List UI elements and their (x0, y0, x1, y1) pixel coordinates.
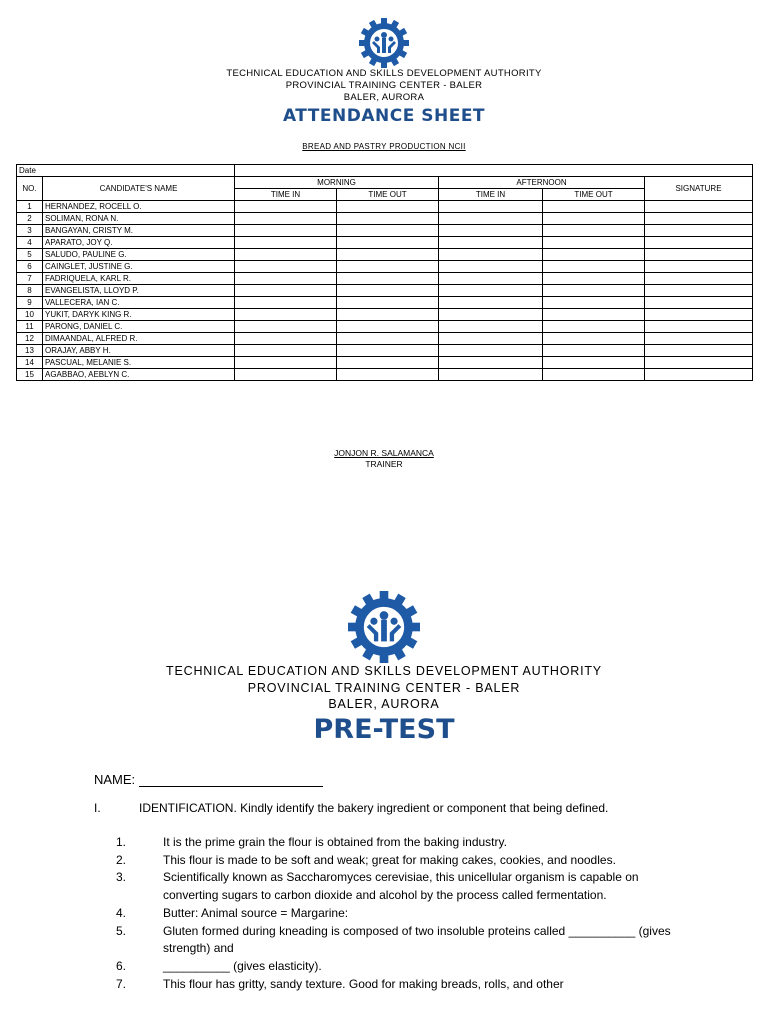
morning-time-out-cell[interactable] (337, 237, 439, 249)
candidate-name: CAINGLET, JUSTINE G. (43, 261, 235, 273)
question-item (116, 834, 676, 852)
name-label: NAME: (94, 772, 136, 787)
col-header-signature: SIGNATURE (645, 177, 753, 201)
agency-name: TECHNICAL EDUCATION AND SKILLS DEVELOPMENT AUTHORITY (226, 68, 542, 79)
morning-time-out-cell[interactable] (337, 357, 439, 369)
candidate-name: SALUDO, PAULINE G. (43, 249, 235, 261)
center-location: BALER, AURORA (343, 92, 425, 103)
afternoon-time-out-cell[interactable] (543, 237, 645, 249)
table-row (17, 261, 753, 273)
signature-cell[interactable] (645, 297, 753, 309)
question-text: __________ (gives elasticity). (163, 958, 322, 973)
morning-time-in-cell[interactable] (235, 237, 337, 249)
question-text: Butter: Animal source = Margarine: (163, 905, 349, 920)
name-blank-line[interactable] (139, 774, 323, 787)
row-number: 4 (17, 237, 43, 249)
signature-cell[interactable] (645, 249, 753, 261)
date-value-cell[interactable] (235, 165, 753, 177)
section-number: I. (94, 801, 101, 815)
morning-time-in-cell[interactable] (235, 285, 337, 297)
afternoon-time-in-cell[interactable] (439, 333, 543, 345)
signature-cell[interactable] (645, 345, 753, 357)
trainer-block (0, 448, 768, 470)
morning-time-out-cell[interactable] (337, 261, 439, 273)
row-number: 9 (17, 297, 43, 309)
candidate-name: ORAJAY, ABBY H. (43, 345, 235, 357)
morning-time-out-cell[interactable] (337, 321, 439, 333)
morning-time-in-cell[interactable] (235, 213, 337, 225)
table-row (17, 213, 753, 225)
afternoon-time-out-cell[interactable] (543, 297, 645, 309)
pretest-title: PRE-TEST (313, 714, 455, 745)
afternoon-time-out-cell[interactable] (543, 249, 645, 261)
morning-time-out-cell[interactable] (337, 249, 439, 261)
question-number: 7. (116, 976, 127, 991)
question-text: This flour has gritty, sandy texture. Good for making breads, rolls, and other (163, 976, 564, 991)
agency-header-pretest (0, 663, 768, 713)
candidate-name: FADRIQUELA, KARL R. (43, 273, 235, 285)
table-row (17, 237, 753, 249)
question-text: Scientifically known as Saccharomyces cerevisiae, this unicellular organism is capable on converting sugars to carbon dioxide and alcohol by the process called fermentation. (163, 870, 639, 903)
afternoon-time-out-cell[interactable] (543, 321, 645, 333)
afternoon-time-in-cell[interactable] (439, 237, 543, 249)
candidate-name: BANGAYAN, CRISTY M. (43, 225, 235, 237)
question-item (116, 905, 676, 923)
question-item (116, 923, 676, 958)
morning-time-out-cell[interactable] (337, 309, 439, 321)
candidate-name: HERNANDEZ, ROCELL O. (43, 201, 235, 213)
question-text: It is the prime grain the flour is obtained from the baking industry. (163, 835, 507, 849)
afternoon-time-out-cell[interactable] (543, 261, 645, 273)
morning-time-in-cell[interactable] (235, 273, 337, 285)
morning-time-out-cell[interactable] (337, 273, 439, 285)
col-header-afternoon-time-in: TIME IN (439, 189, 543, 201)
table-row (17, 297, 753, 309)
morning-time-in-cell[interactable] (235, 261, 337, 273)
tesda-logo-icon (359, 18, 409, 68)
row-number: 11 (17, 321, 43, 333)
afternoon-time-out-cell[interactable] (543, 345, 645, 357)
afternoon-time-in-cell[interactable] (439, 285, 543, 297)
signature-cell[interactable] (645, 273, 753, 285)
question-number: 5. (116, 923, 127, 938)
signature-cell[interactable] (645, 237, 753, 249)
row-number: 15 (17, 369, 43, 381)
afternoon-time-in-cell[interactable] (439, 309, 543, 321)
table-row (17, 369, 753, 381)
morning-time-out-cell[interactable] (337, 345, 439, 357)
table-row (17, 321, 753, 333)
center-name: PROVINCIAL TRAINING CENTER - BALER (247, 680, 521, 695)
table-row (17, 333, 753, 345)
afternoon-time-in-cell[interactable] (439, 201, 543, 213)
question-number: 1. (116, 835, 127, 849)
candidate-name: EVANGELISTA, LLOYD P. (43, 285, 235, 297)
question-list (116, 834, 676, 993)
afternoon-time-in-cell[interactable] (439, 357, 543, 369)
candidate-name: AGABBAO, AEBLYN C. (43, 369, 235, 381)
morning-time-in-cell[interactable] (235, 333, 337, 345)
signature-cell[interactable] (645, 333, 753, 345)
afternoon-time-in-cell[interactable] (439, 369, 543, 381)
attendance-title: ATTENDANCE SHEET (282, 106, 486, 126)
row-number: 7 (17, 273, 43, 285)
center-location: BALER, AURORA (328, 697, 440, 711)
row-number: 13 (17, 345, 43, 357)
afternoon-time-in-cell[interactable] (439, 261, 543, 273)
afternoon-time-in-cell[interactable] (439, 249, 543, 261)
afternoon-time-out-cell[interactable] (543, 333, 645, 345)
table-row (17, 285, 753, 297)
col-header-no: NO. (17, 177, 43, 201)
attendance-table (16, 164, 753, 381)
row-number: 10 (17, 309, 43, 321)
candidate-name: APARATO, JOY Q. (43, 237, 235, 249)
question-number: 2. (116, 852, 127, 867)
afternoon-time-in-cell[interactable] (439, 321, 543, 333)
candidate-name: SOLIMAN, RONA N. (43, 213, 235, 225)
table-row (17, 273, 753, 285)
row-number: 8 (17, 285, 43, 297)
afternoon-time-out-cell[interactable] (543, 357, 645, 369)
candidate-name: DIMAANDAL, ALFRED R. (43, 333, 235, 345)
morning-time-in-cell[interactable] (235, 357, 337, 369)
agency-header (0, 68, 768, 104)
signature-cell[interactable] (645, 261, 753, 273)
candidate-name: PARONG, DANIEL C. (43, 321, 235, 333)
row-number: 1 (17, 201, 43, 213)
morning-time-in-cell[interactable] (235, 201, 337, 213)
morning-time-out-cell[interactable] (337, 285, 439, 297)
question-number: 4. (116, 905, 127, 920)
col-header-morning-time-in: TIME IN (235, 189, 337, 201)
col-header-morning: MORNING (235, 177, 439, 189)
morning-time-in-cell[interactable] (235, 369, 337, 381)
afternoon-time-out-cell[interactable] (543, 201, 645, 213)
table-row (17, 225, 753, 237)
morning-time-out-cell[interactable] (337, 369, 439, 381)
afternoon-time-out-cell[interactable] (543, 213, 645, 225)
afternoon-time-in-cell[interactable] (439, 213, 543, 225)
col-header-morning-time-out: TIME OUT (337, 189, 439, 201)
row-number: 6 (17, 261, 43, 273)
morning-time-out-cell[interactable] (337, 213, 439, 225)
table-row (17, 345, 753, 357)
afternoon-time-out-cell[interactable] (543, 285, 645, 297)
question-item (116, 958, 676, 976)
agency-name: TECHNICAL EDUCATION AND SKILLS DEVELOPMENT AUTHORITY (166, 664, 602, 678)
signature-cell[interactable] (645, 201, 753, 213)
candidate-name: YUKIT, DARYK KING R. (43, 309, 235, 321)
row-number: 5 (17, 249, 43, 261)
morning-time-out-cell[interactable] (337, 225, 439, 237)
candidate-name: VALLECERA, IAN C. (43, 297, 235, 309)
signature-cell[interactable] (645, 357, 753, 369)
afternoon-time-out-cell[interactable] (543, 309, 645, 321)
table-row (17, 357, 753, 369)
course-name: BREAD AND PASTRY PRODUCTION NCII (302, 142, 466, 151)
signature-cell[interactable] (645, 321, 753, 333)
col-header-afternoon-time-out: TIME OUT (543, 189, 645, 201)
afternoon-time-in-cell[interactable] (439, 273, 543, 285)
afternoon-time-out-cell[interactable] (543, 225, 645, 237)
table-row (17, 201, 753, 213)
morning-time-out-cell[interactable] (337, 297, 439, 309)
morning-time-in-cell[interactable] (235, 225, 337, 237)
name-field-row (94, 772, 323, 787)
question-number: 3. (116, 870, 127, 885)
afternoon-time-in-cell[interactable] (439, 345, 543, 357)
section-identification (94, 800, 654, 818)
question-item (116, 852, 676, 870)
signature-cell[interactable] (645, 369, 753, 381)
row-number: 3 (17, 225, 43, 237)
section-instructions: IDENTIFICATION. Kindly identify the bakery ingredient or component that being defined. (139, 801, 609, 815)
center-name: PROVINCIAL TRAINING CENTER - BALER (285, 80, 483, 91)
row-number: 12 (17, 333, 43, 345)
row-number: 2 (17, 213, 43, 225)
question-item (116, 869, 676, 904)
date-label: Date (17, 165, 235, 177)
afternoon-time-out-cell[interactable] (543, 273, 645, 285)
table-row (17, 249, 753, 261)
morning-time-in-cell[interactable] (235, 345, 337, 357)
col-header-name: CANDIDATE'S NAME (43, 177, 235, 201)
question-number: 6. (116, 958, 127, 973)
candidate-name: PASCUAL, MELANIE S. (43, 357, 235, 369)
trainer-role: TRAINER (365, 459, 403, 469)
question-text: This flour is made to be soft and weak; great for making cakes, cookies, and noodles. (163, 852, 616, 867)
tesda-logo-icon-pretest (348, 591, 420, 663)
afternoon-time-in-cell[interactable] (439, 225, 543, 237)
morning-time-out-cell[interactable] (337, 333, 439, 345)
morning-time-out-cell[interactable] (337, 201, 439, 213)
morning-time-in-cell[interactable] (235, 297, 337, 309)
morning-time-in-cell[interactable] (235, 321, 337, 333)
signature-cell[interactable] (645, 285, 753, 297)
question-text: Gluten formed during kneading is composed of two insoluble proteins called __________ (gives strength) and (163, 923, 671, 956)
morning-time-in-cell[interactable] (235, 249, 337, 261)
afternoon-time-in-cell[interactable] (439, 297, 543, 309)
row-number: 14 (17, 357, 43, 369)
signature-cell[interactable] (645, 213, 753, 225)
signature-cell[interactable] (645, 225, 753, 237)
question-item (116, 976, 676, 994)
col-header-afternoon: AFTERNOON (439, 177, 645, 189)
table-row (17, 309, 753, 321)
afternoon-time-out-cell[interactable] (543, 369, 645, 381)
morning-time-in-cell[interactable] (235, 309, 337, 321)
trainer-name: JONJON R. SALAMANCA (334, 448, 434, 458)
signature-cell[interactable] (645, 309, 753, 321)
